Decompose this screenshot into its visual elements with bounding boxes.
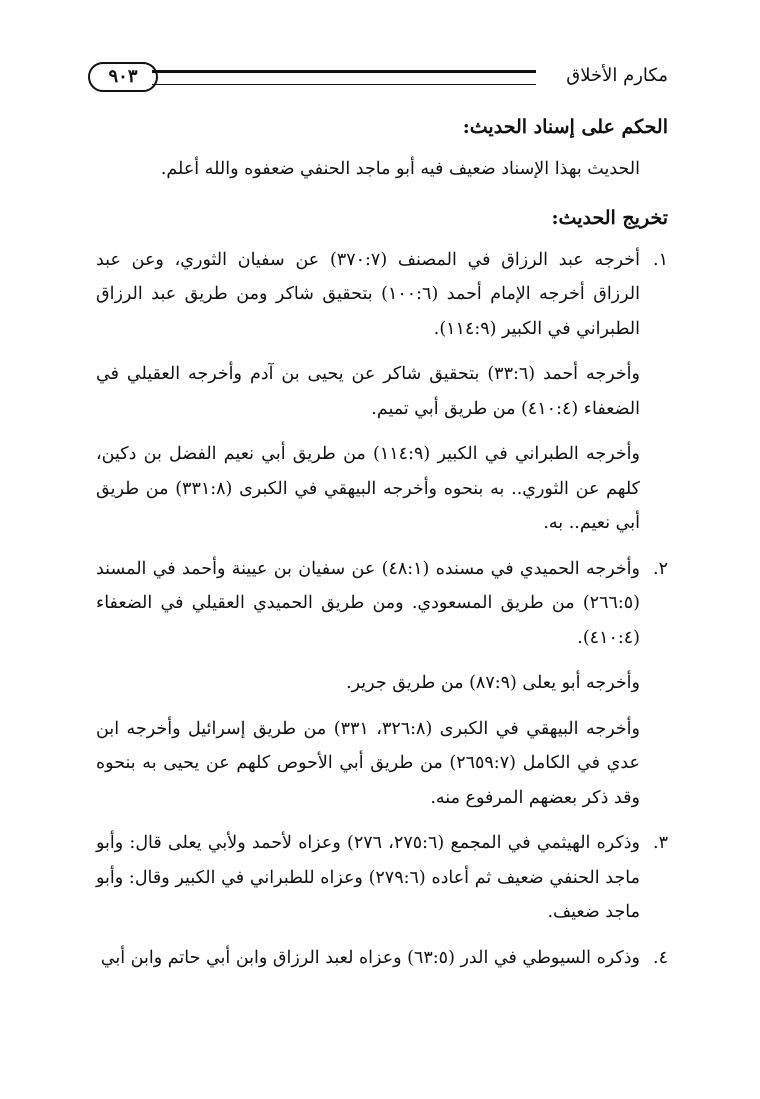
item-number: ٤. bbox=[653, 947, 668, 968]
page-number: ٩٠٣ bbox=[88, 62, 158, 92]
item-number: ٢. bbox=[653, 558, 668, 579]
takhrij-item-3 bbox=[96, 826, 668, 930]
takhrij-item-1 bbox=[96, 243, 668, 347]
item-text: وذكره السيوطي في الدر (٦٣:٥) وعزاه لعبد الرزاق وابن أبي حاتم وابن أبي bbox=[100, 947, 640, 968]
item-text: وأخرجه الحميدي في مسنده (٤٨:١) عن سفيان بن عيينة وأحمد في المسند (٢٦٦:٥) من طريق المسعودي. ومن طريق الحميدي العقيلي في الضعفاء (٤١٠:٤). bbox=[96, 558, 640, 648]
item-text: وذكره الهيثمي في المجمع (٢٧٥:٦، ٢٧٦) وعزاه لأحمد ولأبي يعلى قال: وأبو ماجد الحنفي ضعيف ثم أعاده (٢٧٩:٦) وعزاه للطبراني في الكبير وقال: وأبو ماجد ضعيف. bbox=[96, 833, 641, 922]
item-number: ٣. bbox=[653, 833, 668, 853]
book-title: مكارم الأخلاق bbox=[566, 65, 668, 86]
takhrij-heading: تخريج الحديث: bbox=[551, 206, 668, 229]
takhrij-paragraph: وأخرجه أبو يعلى (٨٧:٩) من طريق جرير. bbox=[346, 673, 640, 693]
takhrij-paragraph: وأخرجه الطبراني في الكبير (١١٤:٩) من طريق أبي نعيم الفضل بن دكين، كلهم عن الثوري.. به بنحوه وأخرجه البيهقي في الكبرى (٣٣١:٨) من طريق أبي نعيم.. به. bbox=[96, 444, 640, 533]
item-text: أخرجه عبد الرزاق في المصنف (٣٧٠:٧) عن سفيان الثوري، وعن عبد الرزاق أخرجه الإمام أحمد (١٠٠:٦) بتحقيق شاكر ومن طريق عبد الرزاق الطبراني في الكبير (١١٤:٩). bbox=[96, 249, 640, 339]
item-number: ١. bbox=[653, 249, 668, 270]
takhrij-paragraph: وأخرجه البيهقي في الكبرى (٣٢٦:٨، ٣٣١) من طريق إسرائيل وأخرجه ابن عدي في الكامل (٢٦٥٩:٧) من طريق أبي الأحوص كلهم عن يحيى به بنحوه وقد ذكر بعضهم المرفوع منه. bbox=[96, 718, 640, 808]
ruling-heading: الحكم على إسناد الحديث: bbox=[462, 116, 668, 138]
takhrij-paragraph: وأخرجه أحمد (٣٣:٦) بتحقيق شاكر عن يحيى بن آدم وأخرجه العقيلي في الضعفاء (٤١٠:٤) من طريق أبي تميم. bbox=[96, 364, 640, 419]
ruling-paragraph: الحديث بهذا الإسناد ضعيف فيه أبو ماجد الحنفي ضعفوه والله أعلم. bbox=[160, 159, 640, 179]
takhrij-item-4 bbox=[96, 941, 668, 976]
takhrij-item-2 bbox=[96, 552, 668, 656]
page-body bbox=[96, 110, 668, 986]
header-rule bbox=[152, 70, 536, 85]
running-header bbox=[88, 62, 668, 92]
